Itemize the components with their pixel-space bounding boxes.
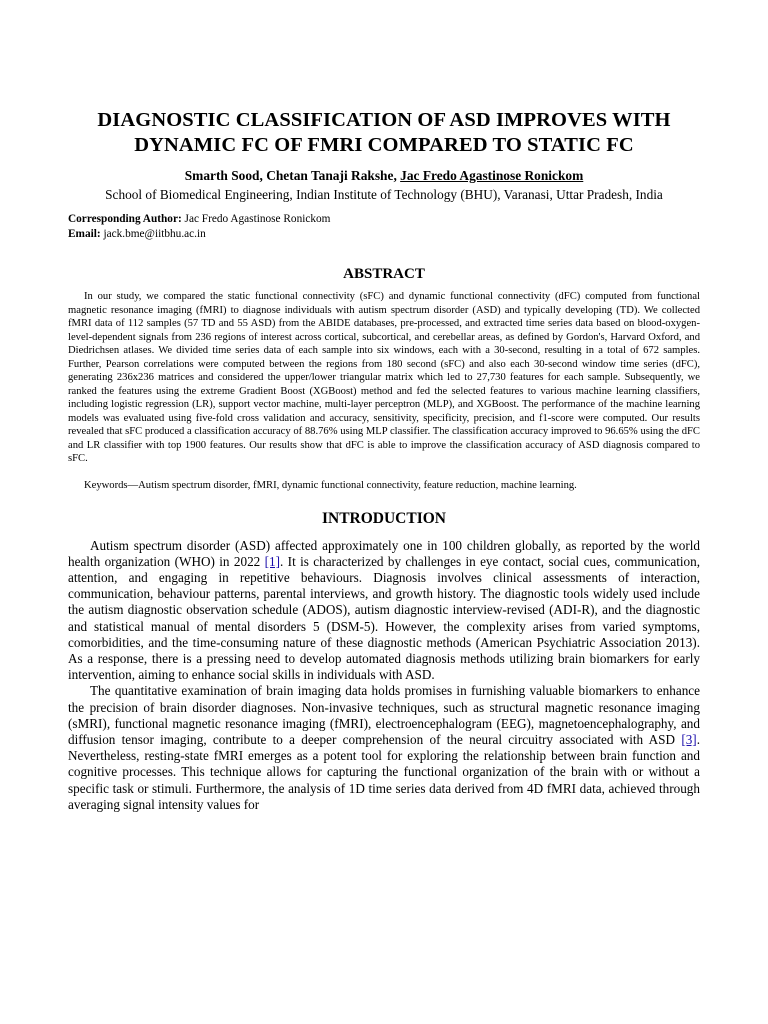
- citation-link-1[interactable]: [1]: [264, 553, 281, 569]
- correspondence-block: [68, 212, 700, 242]
- intro-p1-text-a: Autism spectrum disorder (ASD) affected approximately one in 100 children globally, as reported by the world health organization (WHO) in 2022: [68, 537, 700, 569]
- intro-p2-text-a: The quantitative examination of brain imaging data holds promises in furnishing valuable biomarkers to enhance the precision of brain disorder diagnoses. Non-invasive techniques, such as structural magnetic resonance imaging (sMRI), functional magnetic resonance imaging (fMRI), electroencephalogram (EEG), magnetoencephalography, and diffusion tensor imaging, contribute to a deeper comprehension of the neural circuitry associated with ASD: [68, 683, 700, 747]
- paper-title: [68, 0, 700, 158]
- keywords: Keywords—Autism spectrum disorder, fMRI, dynamic functional connectivity, feature reduction, machine learning.: [84, 479, 577, 491]
- corresponding-author-line: [68, 212, 700, 227]
- corresponding-name: Jac Fredo Agastinose Ronickom: [181, 213, 331, 225]
- email-line: [68, 227, 700, 242]
- title-line-2: DYNAMIC FC OF FMRI COMPARED TO STATIC FC: [134, 134, 634, 156]
- intro-paragraph-1: [68, 538, 700, 684]
- authors-text: Smarth Sood, Chetan Tanaji Rakshe,: [184, 168, 401, 183]
- introduction-heading: INTRODUCTION: [321, 509, 446, 527]
- abstract-heading: ABSTRACT: [343, 266, 425, 282]
- corresponding-label: Corresponding Author:: [68, 213, 182, 225]
- email-address[interactable]: jack.bme@iitbhu.ac.in: [100, 228, 206, 240]
- author-list: [68, 167, 700, 184]
- citation-link-3[interactable]: [3]: [681, 731, 697, 747]
- email-label: Email:: [68, 228, 101, 240]
- corresponding-author-name: Jac Fredo Agastinose Ronickom: [400, 168, 584, 183]
- affiliation: School of Biomedical Engineering, Indian Institute of Technology (BHU), Varanasi, Uttar Pradesh, India: [105, 187, 663, 202]
- abstract-text: In our study, we compared the static functional connectivity (sFC) and dynamic functional connectivity (dFC) computed from functional magnetic resonance imaging (fMRI) to diagnose individuals with autism spectrum disorder (ASD) and typically developing (TD). We collected fMRI data of 112 samples (57 TD and 55 ASD) from the ABIDE databases, pre-processed, and extracted time series data based on blood-oxygen-level-dependent signals from 236 regions of interest across cortical, subcortical, and cerebellar areas, as defined by Gordon's, Harvard Oxford, and Diedrichsen atlases. We divided time series data of each sample into six windows, each with a 30-second, resulting in a total of 672 samples. Further, Pearson correlations were computed between the regions from 180 second (sFC) and also each 30-second window time series (dFC), generating 236x236 matrices and considered the upper/lower triangular matrix which led to 27,730 features for each sample. Subsequently, we ranked the features using the extreme Gradient Boost (XGBoost) method and fed the selected features to various machine learning classifiers, including logistic regression (LR), support vector machine, multi-layer perceptron (MLP), and XGBoost. The performance of the machine learning models was evaluated using five-fold cross validation and accuracy, sensitivity, specificity, precision, and f1-score were computed. Our results revealed that sFC produced a classification accuracy of 88.76% using MLP classifier. The classification accuracy improved to 96.65% using the dFC and LR classifier with top 1900 features. Our results show that dFC is able to improve the classification accuracy of ASD diagnosis compared to sFC.: [68, 291, 700, 464]
- intro-paragraph-2: [68, 683, 700, 813]
- intro-p2-text-b: . Nevertheless, resting-state fMRI emerges as a potent tool for exploring the relationship between brain function and cognitive processes. This technique allows for capturing the functional organization of the brain with or without a specific task or stimuli. Furthermore, the analysis of 1D time series data derived from 4D fMRI data, achieved through averaging signal intensity values for: [68, 731, 700, 812]
- introduction-body: [68, 538, 700, 813]
- intro-p1-text-b: . It is characterized by challenges in eye contact, social cues, communication, attention, and engaging in repetitive behaviours. Diagnosis involves clinical assessments of interaction, communication, behaviour patterns, parental interviews, and growth history. The diagnostic tools widely used include the autism diagnostic observation schedule (ADOS), autism diagnostic interview-revised (ADI-R), and the diagnostic and statistical manual of mental disorders 5 (DSM-5). However, the complexity arises from varied symptoms, comorbidities, and the time-consuming nature of these diagnostic methods (American Psychiatric Association 2013). As a response, there is a pressing need to develop automated diagnosis methods utilizing brain biomarkers for early intervention, aiming to enhance social skills in individuals with ASD.: [68, 553, 701, 683]
- title-line-1: DIAGNOSTIC CLASSIFICATION OF ASD IMPROVES WITH: [97, 109, 671, 131]
